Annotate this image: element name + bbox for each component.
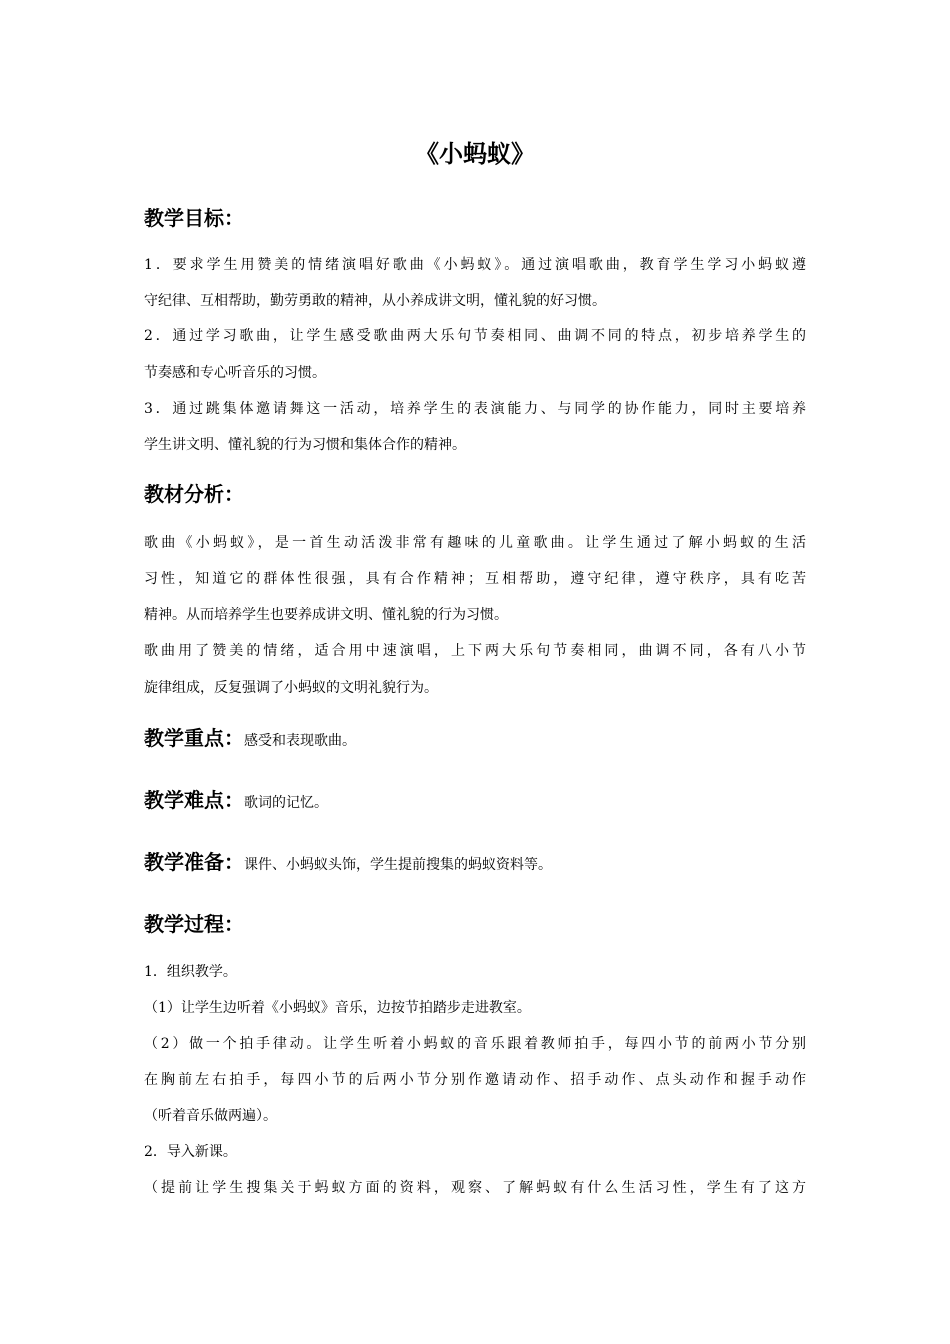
analysis-line: 旋律组成，反复强调了小蚂蚁的文明礼貌行为。 (144, 680, 438, 696)
process-line: 1．组织教学。 (144, 964, 237, 980)
objectives-line: 守纪律、互相帮助，勤劳勇敢的精神，从小养成讲文明，懂礼貌的好习惯。 (144, 293, 606, 309)
process-heading: 教学过程： (144, 912, 244, 936)
key-points-text: 感受和表现歌曲。 (244, 733, 356, 749)
analysis-line: 习性，知道它的群体性很强，具有合作精神；互相帮助，遵守纪律，遵守秩序，具有吃苦 (144, 571, 806, 587)
process-line: （2）做一个拍手律动。让学生听着小蚂蚁的音乐跟着教师拍手，每四小节的前两小节分别 (144, 1036, 806, 1052)
objectives-line: 1．要求学生用赞美的情绪演唱好歌曲《小蚂蚁》。通过演唱歌曲，教育学生学习小蚂蚁遵 (144, 257, 806, 273)
difficulties-text: 歌词的记忆。 (244, 795, 328, 811)
preparation-heading: 教学准备： (144, 850, 244, 874)
process-line: （提前让学生搜集关于蚂蚁方面的资料，观察、了解蚂蚁有什么生活习性，学生有了这方 (144, 1180, 806, 1196)
objectives-line: 2．通过学习歌曲，让学生感受歌曲两大乐句节奏相同、曲调不同的特点，初步培养学生的 (144, 328, 806, 344)
preparation-text: 课件、小蚂蚁头饰，学生提前搜集的蚂蚁资料等。 (244, 857, 552, 873)
process-line: 2．导入新课。 (144, 1144, 237, 1160)
analysis-line: 精神。从而培养学生也要养成讲文明、懂礼貌的行为习惯。 (144, 607, 508, 623)
preparation-row (144, 848, 552, 879)
difficulties-heading: 教学难点： (144, 788, 244, 812)
objectives-line: 学生讲文明、懂礼貌的行为习惯和集体合作的精神。 (144, 437, 466, 453)
objectives-line: 节奏感和专心听音乐的习惯。 (144, 365, 326, 381)
process-line: 在胸前左右拍手，每四小节的后两小节分别作邀请动作、招手动作、点头动作和握手动作 (144, 1072, 806, 1088)
document-title: 《小蚂蚁》 (415, 140, 535, 168)
objectives-heading: 教学目标： (144, 206, 244, 230)
difficulties-row (144, 786, 328, 817)
analysis-line: 歌曲《小蚂蚁》，是一首生动活泼非常有趣味的儿童歌曲。让学生通过了解小蚂蚁的生活 (144, 535, 806, 551)
analysis-line: 歌曲用了赞美的情绪，适合用中速演唱，上下两大乐句节奏相同，曲调不同，各有八小节 (144, 643, 806, 659)
objectives-line: 3．通过跳集体邀请舞这一活动，培养学生的表演能力、与同学的协作能力，同时主要培养 (144, 401, 806, 417)
analysis-heading: 教材分析： (144, 482, 244, 506)
process-line: （听着音乐做两遍）。 (144, 1108, 277, 1124)
key-points-row (144, 724, 356, 755)
process-line: （1）让学生边听着《小蚂蚁》音乐，边按节拍踏步走进教室。 (144, 1000, 531, 1016)
key-points-heading: 教学重点： (144, 726, 244, 750)
